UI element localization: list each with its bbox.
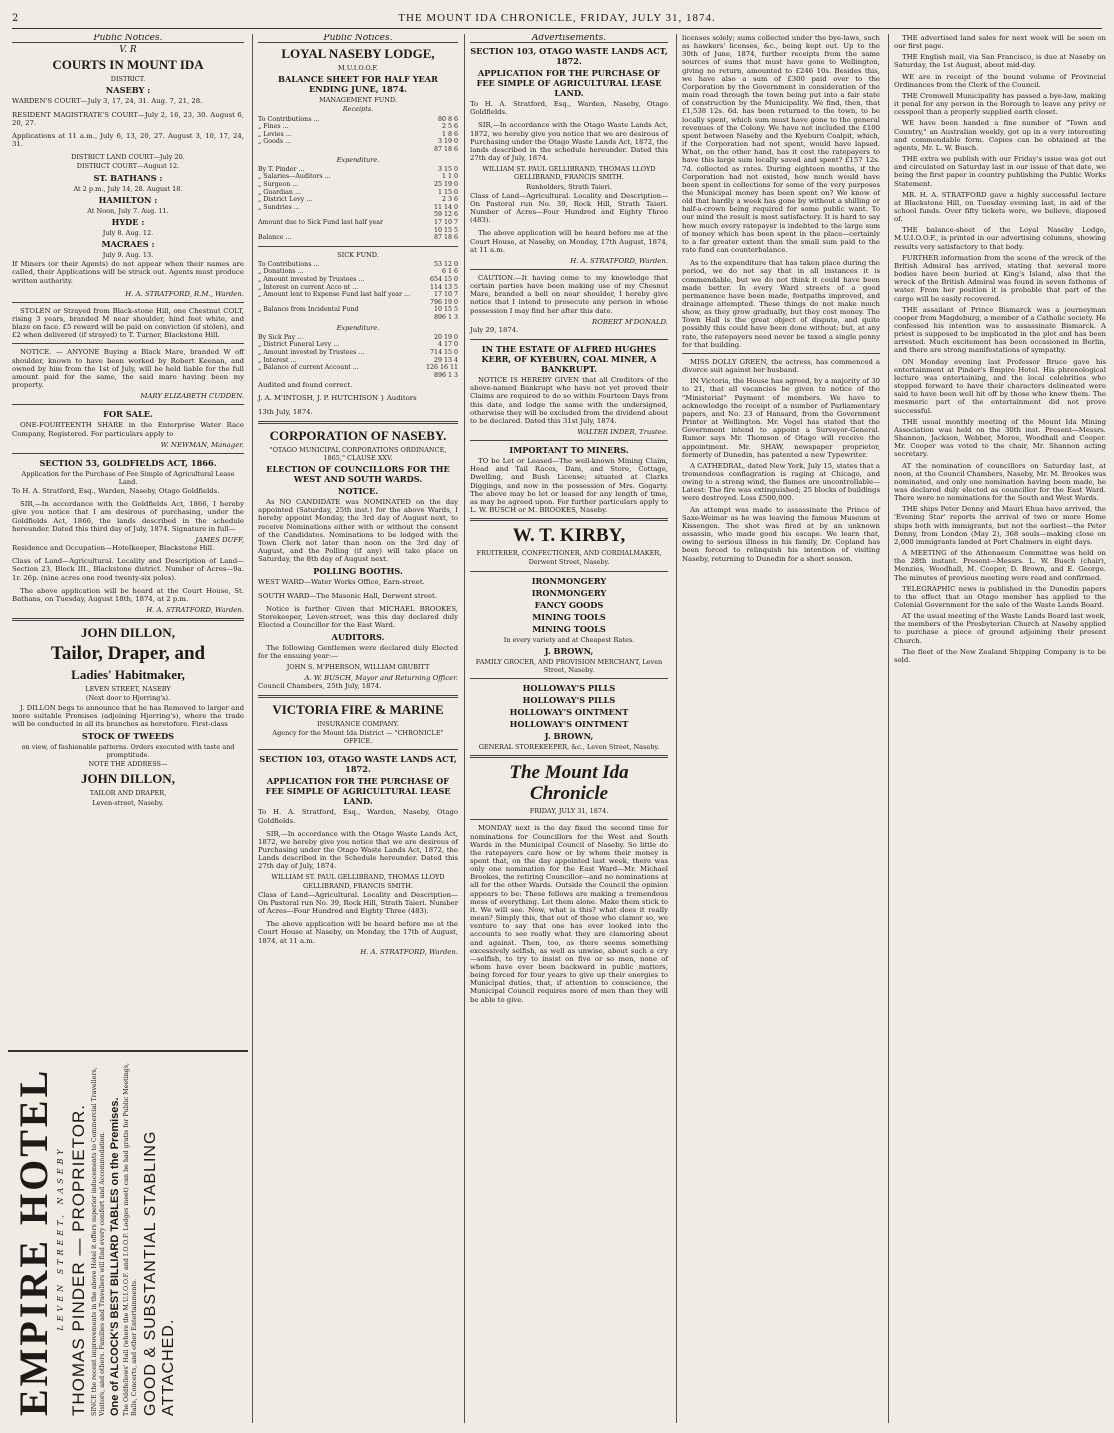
ledger-item: „ District Funeral Levy ... <box>258 341 340 349</box>
cromwell: THE Cromwell Municipality has passed a bye-law, making it penal for any person in the Borough to leave any privy or cesspool than a properly supplied earth closet. <box>894 91 1106 117</box>
column-divider <box>676 34 677 1423</box>
masthead <box>12 8 1102 29</box>
ledger-row <box>258 372 458 380</box>
goldfields-residence: Residence and Occupation—Hotelkeeper, Blackstone Hill. <box>12 544 215 553</box>
ledger-row <box>258 138 458 146</box>
dillon-note: NOTE THE ADDRESS— <box>88 760 168 769</box>
audited-date: 13th July, 1874. <box>258 407 313 416</box>
macraes-heading: MACRAES : <box>101 239 155 250</box>
ledger-amount: 53 12 0 <box>433 260 458 268</box>
ledger-row <box>258 299 458 307</box>
goldfields-name: JAMES DUFF, <box>195 535 244 544</box>
ledger-row <box>258 181 458 189</box>
district-court: DISTRICT COURT—August 12. <box>76 162 180 171</box>
chronicle-date: FRIDAY, JULY 31, 1874. <box>529 807 609 816</box>
ledger-row <box>258 291 458 299</box>
ledger-item: „ Salaries—Auditors ... <box>258 173 331 181</box>
column-4 <box>678 34 884 1423</box>
waste-body: SIR,—In accordance with the Otago Waste Lands Act, 1872, we hereby give you notice that we are desirous of Purchasing under the Otago Waste Lands Act, 1872, the lands described in the schedule hereunder. Dated this 27th day of July, 1874. <box>470 121 668 163</box>
ledger-item: „ Amount lent to Expense Fund last half year ... <box>258 291 411 299</box>
section-title: Public Notices. <box>258 34 458 43</box>
waste-title: SECTION 103, OTAGO WASTE LANDS ACT, 1872. <box>470 46 668 67</box>
ledger-amount: 3 19 0 <box>437 138 458 146</box>
estate-title: IN THE ESTATE OF ALFRED HUGHES KERR, OF KYEBURN, COAL MINER, A BANKRUPT. <box>481 344 657 375</box>
corp-body: As NO CANDIDATE was NOMINATED on the day appointed (Saturday, 25th inst.) for the above Wards, I hereby appoint Monday, the 3rd day of August next, to receive Nominations either with or without the consent of the Candidates. Nominations to be lodged with the Town Clerk not later than noon on the 3rd day of August, and the Polling (if any) will take place on Saturday, the 8th day of August next. <box>258 498 458 564</box>
expenditure-ledger <box>258 166 458 242</box>
chronicle-title: The Mount Ida Chronicle <box>509 762 629 805</box>
waste-names: WILLIAM ST. PAUL GELLIBRAND, THOMAS LLOYD GELLIBRAND, FRANCIS SMITH. <box>271 873 445 890</box>
ledger-amount: 1 15 0 <box>437 188 458 196</box>
extra: THE extra we publish with our Friday's issue was got out and circulated on Saturday last in our issue of that date, we being the first paper in country publishing the Public Works Statement. <box>894 155 1106 188</box>
empire-hotel-title: EMPIRE HOTEL <box>11 1067 56 1416</box>
licenses-text: licenses solely; sums collected under the bye-laws, such as hawkers' licenses, &c., being kept out. Up to the 30th of June, 1874, further receipts from the same sources of sums that must have gone to Wellington, giving no return, amounted to £246 10s. Besides this, we have also a sum of £300 paid over to the Corporation by the Government in consideration of the main road through the town being put into a fair state of construction by the Municipality. We find, then, that £1,538 12s. 6d. has been returned to the town, to be locally spent, which sum must have gone to the general revenues of the Colony. We have not included the £100 spent between Naseby and the Kyeburn Coalpit, which, if the Corporation had not spent, would have lapsed. What, on the other hand, has it cost the ratepayers to have this large sum locally saved and spent? £157 12s. 7d. collected as rates. During eighteen months, if the Corporation had not existed, how much would have been spent in collections for some of the very purposes the Municipal money has been spent on? We know of old that hardly a week has gone by without a shilling or half-a-crown being required for some public want. To our mind the result is most satisfactory. It is hard to say how much every ratepayer is indebted to the large sum of money which has been spent in the place—certainly to a far greater extent than the small sum paid to the rate fund can counterbalance. <box>682 34 880 255</box>
brown-name-2: J. BROWN, <box>544 731 594 742</box>
ledger-row <box>258 166 458 174</box>
ledger-row <box>258 189 458 197</box>
district-land-court: DISTRICT LAND COURT—July 20. <box>71 153 185 162</box>
ledger-item: „ Fines ... <box>258 123 289 131</box>
ledger-amount: 59 12 6 <box>433 211 458 219</box>
waste-sign: H. A. STRATFORD, Warden. <box>360 947 458 956</box>
column-divider <box>464 34 465 1423</box>
empire-oddfellows: The Oddfellows' Hall (where the M.U.I.O.O.F. and I.O.O.F. Lodges meet) can be had gratis for Public Meetings, Balls, Concerts, and other Entertainments. <box>123 1062 138 1416</box>
hamilton-dates: At Noon, July 7. Aug. 11. <box>87 206 169 215</box>
monday-evening: ON Monday evening last Professor Bruce gave his entertainment at Pinder's Empire Hotel. His phrenological lecture was entertaining, and the local celebrities who stepped forward to have their characters delineated were said to have been well hit off by those who knew them. The mesmeric part of the entertainment did not prove successful. <box>894 357 1106 415</box>
auditors: J. A. M'INTOSH, J. P. HUTCHISON } Auditors <box>258 394 417 403</box>
dolly-green: MISS DOLLY GREEN, the actress, has commenced a divorce suit against her husband. <box>682 357 880 375</box>
waste-body: SIR,—In accordance with the Otago Waste Lands Act, 1872, we hereby give you notice that we are desirous of Purchasing under the Otago Waste Lands Act, 1872, the Lands described in the Schedule hereunder. Dated this 27th day of July, 1874. <box>258 829 458 871</box>
ledger-amount: 114 13 5 <box>429 283 458 291</box>
resident-magistrate: RESIDENT MAGISTRATE'S COURT—July 2, 16, 23, 30. August 6, 20, 27. <box>12 110 244 127</box>
ledger-row <box>258 364 458 372</box>
telegrams: IN Victoria, the House has agreed, by a majority of 30 to 21, that all vacancies be given to notice of the "Ministerial" Payment of members. We have to acknowledge the receipt of a number of Parliamentary papers, and No. 23 of Hansard, from the Government Printer at Wellington. Mr. Vogel has stated that the Government intend to appoint a Surveyor-General. Rumor says Mr. Thomson of Otago will receive the appointment. Mr. SHAW, newspaper proprietor, formerly of Dunedin, has patented a new Typewriter. <box>682 377 880 459</box>
ledger-item: „ Amount invested by Trustees ... <box>258 276 365 284</box>
empire-hotel-ad <box>8 1050 248 1424</box>
ledger-row <box>258 227 458 235</box>
lodge-sub: M.U.I.O.O.F. <box>338 64 378 73</box>
goldfields-app: Application for the Purchase of Fee Simple of Agricultural Lease Land. <box>21 469 235 486</box>
ironmongery-2: IRONMONGERY <box>531 587 607 598</box>
goldfields-sign: H. A. STRATFORD, Warden. <box>146 606 244 615</box>
dillon-tailor: TAILOR AND DRAPER, <box>89 789 167 798</box>
ledger-amount: 896 1 3 <box>433 371 458 379</box>
ledger-row <box>258 123 458 131</box>
receipts-heading: Receipts. <box>342 105 374 114</box>
ledger-amount: 896 1 3 <box>433 314 458 321</box>
waste-names: WILLIAM ST. PAUL GELLIBRAND, THOMAS LLOYD GELLIBRAND, FRANCIS SMITH. <box>482 165 656 182</box>
victoria-sub: INSURANCE COMPANY. <box>317 719 399 728</box>
ledger-amount: 10 15 5 <box>433 226 458 234</box>
ledger-amount: 796 19 0 <box>429 298 458 306</box>
ledger-item: „ Donations ... <box>258 268 304 276</box>
ledger-item: „ Balance of current Account ... <box>258 364 359 372</box>
audited: Audited and found correct. <box>258 381 353 390</box>
ledger-amount: 126 16 11 <box>425 364 458 372</box>
ledger-row <box>258 219 458 227</box>
ledger-row <box>258 284 458 292</box>
auditor-names: JOHN S. M'PHERSON, WILLIAM GRUBITT <box>286 663 430 672</box>
loyal-naseby: THE balance-sheet of the Loyal Naseby Lodge, M.U.I.O.O.F., is printed in our advertising columns, showing results very satisfactory to that body. <box>894 226 1106 251</box>
cudden-sign: MARY ELIZABETH CUDDEN. <box>140 392 244 401</box>
english-mail: THE English mail, via San Francisco, is due at Naseby on Saturday, the 1st August, about mid-day. <box>894 53 1106 70</box>
dillon-stock: STOCK OF TWEEDS <box>81 730 175 741</box>
ledger-amount: 87 18 6 <box>433 234 458 242</box>
mayor-sign: A. W. BUSCH, Mayor and Returning Officer. <box>304 673 458 682</box>
auditors-heading: AUDITORS. <box>331 632 385 643</box>
stratford-lecture: MR. H. A. STRATFORD gave a highly successful lecture at Blackstone Hill, on Tuesday evening last, in aid of the school funds. Over fifty tickets were, we believe, disposed of. <box>894 190 1106 224</box>
empire-body: SINCE the recent improvements in the above Hotel it offers superior inducements to Commercial Travellers, Visitors, and others. Families and Travellers will find every comfort and Accommodation. <box>91 1067 106 1416</box>
handed: WE have been handed a fine number of "Town and Country," an Australian weekly, got up in a very interesting and commendable form. Copies can be obtained at the agents, Mr. L. W. Busch. <box>894 119 1106 152</box>
goldfields-section: SECTION 53, GOLDFIELDS ACT, 1866. <box>39 457 217 468</box>
sick-fund: SICK FUND. <box>337 250 379 259</box>
column-1 <box>8 34 248 1041</box>
estate-sign: WALTER INDER, Trustee. <box>577 428 668 436</box>
empire-proprietor: THOMAS PINDER — PROPRIETOR. <box>69 1104 88 1416</box>
naseby-heading: NASEBY : <box>105 85 151 96</box>
goldfields-class: Class of Land—Agricultural. Locality and Description of Land—Section 23, Block III., Blackstone district. Number of Acres—9a. 1r. 26p. (nine acres one rood twenty-six poles). <box>12 557 244 582</box>
nominations: AT the nomination of councillors on Saturday last, at noon, at the Council Chambers, Naseby, Mr. M. Brookes was nominated, and only one nomination having been made, he was declared duly elected as councillor for the East Ward. There were no nominations for the South and West Wards. <box>894 461 1107 503</box>
athenaeum: A MEETING of the Athenaeum Committee was held on the 28th instant. Present—Messrs. L. W. Busch (chair), Menzies, Woodhall, M. Cooper, D. Brown, and E. George. The minutes of previous meeting were read and confirmed. <box>894 549 1106 582</box>
hamilton-heading: HAMILTON : <box>98 194 158 205</box>
for-sale-sign: W. NEWMAN, Manager. <box>160 440 244 449</box>
courts-note: If Miners (or their Agents) do not appear when their names are called, their Applications will be struck out. Agents must produce written authority. <box>12 260 244 285</box>
ledger-amount: 17 10 7 <box>433 218 458 226</box>
usual-monthly: THE usual monthly meeting of the Mount Ida Mining Association was held on the 30th inst. Present—Messrs. Shannon, Jackson, Webber, Moree, Woodhall and Cooper. Mr. Cooper was voted to the chair, Mr. Shannon acting secretary. <box>894 417 1106 459</box>
corp-title: CORPORATION OF NASEBY. <box>269 427 447 443</box>
section-title: Advertisements. <box>470 34 668 43</box>
bismarck: THE assailant of Prince Bismarck was a journeyman cooper from Magdeburg, a member of a Catholic society. He confessed his intention was to assassinate Bismarck. A priest is supposed to be implicated in the plot and has been arrested. Much excitement has been occasioned in Berlin, and there are strong manifestations of sympathy. <box>894 305 1106 355</box>
goldfields-to: To H. A. Stratford, Esq., Warden, Naseby, Otago Goldfields. <box>12 487 220 496</box>
ledger-amount: 3 15 0 <box>437 165 458 173</box>
ironmongery-1: IRONMONGERY <box>531 575 607 586</box>
ledger-amount: 87 18 6 <box>433 146 458 153</box>
st-bathans-dates: At 2 p.m., July 14, 28. August 18. <box>73 184 183 193</box>
masthead-title: THE MOUNT IDA CHRONICLE, FRIDAY, JULY 31, 1874. <box>398 12 716 24</box>
ledger-amount: 2 5 6 <box>441 123 458 131</box>
holloway-2: HOLLOWAY'S PILLS <box>522 695 616 706</box>
column-3 <box>466 34 672 1423</box>
ledger-amount: 29 13 4 <box>433 356 458 364</box>
corp-notice: NOTICE. <box>337 486 379 497</box>
page-number: 2 <box>12 12 20 24</box>
mining-tools-1: MINING TOOLS <box>532 611 606 622</box>
cudden-notice: NOTICE. — ANYONE Buying a Black Mare, branded W off shoulder, known to have been worked by Robert Keenan, and owned by him from the 1st of July, will be held liable for the full amount paid for the same, the said mare having been my property. <box>12 348 244 390</box>
waste-residence: Runholders, Strath Taieri. <box>526 182 612 191</box>
ledger-amount: 4 17 0 <box>437 341 458 349</box>
waste-heard: The above application will be heard before me at the Court House, at Naseby, on Monday, 17th August, 1874, at 11 a.m. <box>470 229 668 254</box>
balance-title: BALANCE SHEET FOR HALF YEAR ENDING JUNE, 1874. <box>278 74 438 95</box>
ledger-item: By T. Pinder ... <box>258 165 305 173</box>
holloway-1: HOLLOWAY'S PILLS <box>522 683 616 694</box>
waste-app: APPLICATION FOR THE PURCHASE OF FEE SIMPLE OF AGRICULTURAL LEASE LAND. <box>476 68 662 99</box>
holloway-3: HOLLOWAY'S OINTMENT <box>509 707 629 718</box>
ledger-item: „ Interest on current Acco nt ... <box>258 283 359 291</box>
holloway-4: HOLLOWAY'S OINTMENT <box>509 719 629 730</box>
stolen-notice: STOLEN or Strayed from Black-stone Hill, one Chestnut COLT, rising 3 years, branded M near shoulder, hind feet white, and blaze on face. £5 reward will be paid on conviction (if stolen), and £2 when delivered (if strayed) to T. Turner, Blackstone Hill. <box>12 306 244 340</box>
ledger-row <box>258 334 458 342</box>
mgmt-fund: MANAGEMENT FUND. <box>319 96 397 105</box>
fancy-goods: FANCY GOODS <box>534 599 604 610</box>
cathedral: A CATHEDRAL, dated New York, July 15, states that a tremendous conflagration is raging at Chicago, and owing to a strong wind, the flames are uncontrollable—Latest: The fire was extinguished; 25 blocks of buildings were destroyed. Loss £500,000. <box>682 461 880 503</box>
ledger-row <box>258 261 458 269</box>
variety: In every variety and at Cheapest Rates. <box>503 635 635 644</box>
sick-expend-ledger <box>258 334 458 380</box>
dillon-name2: JOHN DILLON, <box>81 771 175 787</box>
ledger-item: „ Goods ... <box>258 138 292 146</box>
hyde-heading: HYDE : <box>111 216 145 227</box>
kirby-trade: FRUITERER, CONFECTIONER, AND CORDIALMAKER, <box>476 549 662 558</box>
courts-district: DISTRICT. <box>110 75 146 84</box>
for-sale-heading: FOR SALE. <box>103 409 153 420</box>
ledger-item: „ District Levy ... <box>258 196 313 204</box>
ledger-row <box>258 204 458 212</box>
miners-heading: IMPORTANT TO MINERS. <box>509 445 629 456</box>
mining-tools-2: MINING TOOLS <box>532 623 606 634</box>
ledger-row <box>258 173 458 181</box>
ledger-amount: 80 8 6 <box>437 115 458 123</box>
ledger-amount: 714 15 0 <box>429 348 458 356</box>
dillon-trade: Tailor, Draper, and <box>50 643 206 665</box>
brookes-notice: Notice is further Given that MICHAEL BROOKES, Storekeeper, Leven-street, was this day declared duly Elected a Councillor for the East Ward. <box>258 604 458 629</box>
family-grocer: FAMILY GROCER, AND PROVISION MERCHANT, Leven Street, Naseby. <box>475 657 663 674</box>
ledger-row <box>258 314 458 322</box>
hyde-dates: July 8. Aug. 12. <box>102 228 154 237</box>
ledger-row <box>258 146 458 154</box>
dillon-next: (Next door to Hjorring's). <box>85 694 171 703</box>
macraes-dates: July 9. Aug. 13. <box>102 251 154 260</box>
waste-class: Class of Land—Agricultural. Locality and Description—On Pastoral run No. 39, Rock Hill, Strath Taieri. Number of Acres—Four Hundred and Eighty Three (483). <box>258 890 458 916</box>
brown-name: J. BROWN, <box>544 645 594 656</box>
waste-board: AT the usual meeting of the Waste Lands Board last week, the members of the Presbyterian Church at Naseby applied to purchase a piece of ground adjoining their present Church. <box>894 612 1106 645</box>
dillon-name: JOHN DILLON, <box>81 625 175 641</box>
ledger-amount: 25 19 0 <box>433 180 458 188</box>
corp-election: ELECTION OF COUNCILLORS FOR THE WEST AND SOUTH WARDS. <box>266 464 450 485</box>
kirby-title: W. T. KIRBY, <box>512 525 626 547</box>
victoria-title: VICTORIA FIRE & MARINE <box>272 701 444 717</box>
ledger-item: To Contributions ... <box>258 115 320 123</box>
caution-date: July 29, 1874. <box>470 325 519 334</box>
royal-flourish: V. R <box>119 45 137 56</box>
ledger-item: „ Surgeon ... <box>258 180 299 188</box>
caution-notice: CAUTION.—It having come to my knowledge that certain parties have been making use of my Chesnut Mare, branded a bell on near shoulder, I hereby give notice that I intend to prosecute any person in whose possession I may find her after this date. <box>470 273 668 315</box>
column-2 <box>254 34 462 1423</box>
council-date: Council Chambers, 25th July, 1874. <box>258 681 382 690</box>
ledger-row <box>258 306 458 314</box>
ledger-item: „ Sundries ... <box>258 203 300 211</box>
waste-to: To H. A. Stratford, Esq., Warden, Naseby, Otago Goldfields. <box>258 808 458 825</box>
telegram-news: TELEGRAPHIC news is published in the Dunedin papers to the effect that an Otago member has applied to the Colonial Government for the sale of the Waste Lands Board. <box>894 584 1106 609</box>
ledger-item: „ Amount invested by Trustees ... <box>258 348 365 356</box>
polling-booths: POLLING BOOTHS. <box>313 566 403 577</box>
goldfields-heard: The above application will be heard at the Court House, St. Bathans, on Tuesday, August 18th, 1874, at 2 p.m. <box>12 586 244 603</box>
ledger-row <box>258 116 458 124</box>
column-divider <box>252 34 253 1423</box>
dillon-body: J. DILLON begs to announce that he has Removed to larger and more suitable Premises (adjoining Hjorring's), where the trade will be conducted in all its branches as heretofore. First-class <box>12 703 244 728</box>
attempt: An attempt was made to assassinate the Prince of Saxe-Weimar as he was leaving the famous Museum at Kissengen. The shot was fired at by an unknown assassin, who made good his escape. We learn that, owing to serious illness in his family, Dr. Copland has been forced to relinquish his intention of visiting Naseby, returning to Dunedin for a short season. <box>682 505 880 563</box>
ledger-row <box>258 276 458 284</box>
advertised: THE advertised land sales for next week will be seen on our first page. <box>894 34 1106 51</box>
ledger-row <box>258 211 458 219</box>
ledger-item: „ Interest ... <box>258 356 297 364</box>
courts-title: COURTS IN MOUNT IDA <box>52 57 204 73</box>
for-sale-body: ONE-FOURTEENTH SHARE in the Enterprise Water Race Company, Registered. For particulars apply to <box>12 421 244 438</box>
dillon-leven: Leven-street, Naseby. <box>92 798 164 807</box>
ledger-amount: 17 10 7 <box>433 291 458 299</box>
ledger-row <box>258 341 458 349</box>
waste-class: Class of Land—Agricultural. Locality and Description—On Pastoral run No. 39, Rock Hill, Strath Taieri. Number of Acres—Four Hundred and Eighty Three (483). <box>470 191 668 225</box>
ledger-item: To Contributions ... <box>258 260 320 268</box>
corp-ordinance: "OTAGO MUNICIPAL CORPORATIONS ORDINANCE, 1865," CLAUSE XXV. <box>269 445 447 462</box>
column-5 <box>890 34 1110 1423</box>
ledger-item: „ Levies ... <box>258 130 292 138</box>
general-store: GENERAL STOREKEEPER, &c., Leven Street, Naseby. <box>478 743 660 752</box>
dillon-stock2: on view, of fashionable patterns. Orders executed with taste and promptitude. <box>21 742 235 760</box>
ledger-row <box>258 357 458 365</box>
empire-billiard: One of ALCOCK'S BEST BILLIARD TABLES on the Premises. <box>109 1097 122 1416</box>
south-ward: SOUTH WARD—The Masonic Hall, Derwent street. <box>258 591 438 600</box>
expenditure-heading: Expenditure. <box>336 155 380 164</box>
waste-app: APPLICATION FOR THE PURCHASE OF FEE SIMPLE OF AGRICULTURAL LEASE LAND. <box>265 776 451 807</box>
editorial: MONDAY next is the day fixed the second time for nominations for Councillors for the West and South Wards in the Municipal Council of Naseby. So little do the ratepayers care how or by whom their money is spent that, on the day appointed last week, there was only one nomination for the East Ward—Mr. Michael Brookes, the retiring Councillor—and no nominations at all for the other Wards. Outside the Council the opinion appears to be: These fellows are making a tremendous mess of everything. Let them alone. Make them stick to it. We will see. Now, what is this? what does it really mean? Simply this, that out of those who clamor so, we venture to say that one has ever looked into the accounts to see really what they are clamoring about and against. Then, too, as there seems something excessively selfish, as well as unwise, about such a cry—selfish, to try to insist on five or so men, none of whom have ever been backward in public matters, being forced for four years to give up their energies to Municipal duties, that, if attention to conscience, the Municipal Council requires more of men than they will be able to give. <box>470 824 668 1004</box>
applications: Applications at 11 a.m., July 6, 13, 20, 27. August 3, 10, 17, 24, 31. <box>12 131 244 149</box>
empire-street: LEVEN STREET, NASEBY <box>56 1145 65 1331</box>
waste-lands-title: SECTION 103, OTAGO WASTE LANDS ACT, 1872. <box>259 754 457 775</box>
dillon-street: LEVEN STREET, NASEBY <box>85 685 171 694</box>
ledger-item: Balance ... <box>258 234 292 242</box>
ships: THE ships Peter Denny and Mauri Ehua have arrived, the 'Evening Star' reports the arrival of two or more Home ships both with immigrants, but not the earliest—the Peter Denny, from London (May 2), 368 souls—making close on 2,000 immigrants landed at Port Chalmers in eight days. <box>894 505 1106 546</box>
lodge-title: LOYAL NASEBY LODGE, <box>281 46 435 62</box>
ledger-item: „ Balance from Incidental Fund <box>258 306 359 314</box>
ledger-amount: 654 15 0 <box>429 276 458 284</box>
ledger-item: Amount due to Sick Fund last half year <box>258 218 384 226</box>
estate-body: NOTICE IS HEREBY GIVEN that all Creditors of the above-named Bankrupt who have not yet proved their Claims are required to do so within Fourteen Days from this date, and lodge the same with the undersigned, otherwise they will be excluded from the dividend about to be declared. Dated this 31st July, 1874. <box>470 376 668 425</box>
caution-sign: ROBERT M'DONALD. <box>592 317 668 326</box>
west-ward: WEST WARD—Water Works Office, Earn-street. <box>258 578 425 587</box>
ledger-item: By Sick Pay ... <box>258 333 304 341</box>
ledger-amount: 2 3 6 <box>441 196 458 204</box>
wardens-court: WARDEN'S COURT—July 3, 17, 24, 31. Aug. 7, 21, 28. <box>12 97 203 106</box>
sick-expend-heading: Expenditure. <box>336 323 380 332</box>
ledger-amount: 11 14 0 <box>433 203 458 211</box>
receipts-ledger <box>258 116 458 154</box>
ledger-row <box>258 268 458 276</box>
ledger-row <box>258 131 458 139</box>
waste-to: To H. A. Stratford, Esq., Warden, Naseby, Otago Goldfields. <box>470 100 668 117</box>
ledger-item: „ Guardian ... <box>258 188 301 196</box>
st-bathans-heading: ST. BATHANS : <box>93 172 163 183</box>
kirby-street: Derwent Street, Naseby. <box>528 558 610 567</box>
ledger-row <box>258 349 458 357</box>
victoria-agency: Agency for the Mount Ida District — "CHRONICLE" OFFICE. <box>272 729 444 746</box>
ledger-amount: 6 1 6 <box>441 268 458 276</box>
column-divider <box>888 34 889 1423</box>
waste-heard: The above application will be heard before me at the Court House at Naseby, on Monday, the 17th of August, 1874, at 11 a.m. <box>258 920 458 945</box>
fleet: The fleet of the New Zealand Shipping Company is to be sold. <box>894 647 1106 664</box>
ledger-amount: 20 19 0 <box>433 333 458 341</box>
ledger-row <box>258 196 458 204</box>
ledger-amount: 1 1 0 <box>441 173 458 181</box>
auditors-body: The following Gentlemen were declared duly Elected for the ensuing year:— <box>258 644 458 661</box>
ledger-amount: 1 8 6 <box>441 130 458 138</box>
ledger-amount: 10 15 5 <box>433 306 458 314</box>
dillon-trade2: Ladies' Habitmaker, <box>71 667 185 683</box>
surplus-text: As to the expenditure that has taken place during the period, we do not say that in all instances it is commendable, but we do not think it could have been made better. In every Ward streets of a good permanence have been made, footpaths improved, and drainage attempted. These things do not make much show, as they grow gradually, but they cost money. The Town Hall is the great object of dispute, and quite possibly this could have been done without; but, at any rate, the ratepayers need never be taxed a single penny for that building. <box>682 259 880 349</box>
further-info: FURTHER information from the scene of the wreck of the British Admiral has arrived, stating that several more bodies have been buried at King's Island, also that the wreck of the British Admiral was found in seven fathoms of water. From her position it is probable that part of the cargo will be easily recovered. <box>894 253 1106 303</box>
sick-fund-ledger <box>258 261 458 322</box>
ledger-row <box>258 234 458 242</box>
empire-stabling: GOOD & SUBSTANTIAL STABLING ATTACHED. <box>142 1130 178 1416</box>
goldfields-body: SIR,—In accordance with the Goldfields Act, 1866, I hereby give you notice that I am desirous of purchasing, under the Goldfields Act, 1866, the lands described in the schedule hereunder. Dated this third day of July, 1874. Signature in full— <box>12 500 244 533</box>
waste-sign: H. A. STRATFORD, Warden. <box>570 256 668 265</box>
miners-body: TO be Let or Leased—The well-known Mining Claim, Head and Tail Races, Dam, and Store, Cottage, Dwelling, and Bush License; situated at Clarks Diggings, and now in the possession of Mrs. Gogarty. The above may be let or leased for any length of time, as may be agreed upon. For further particulars apply to L. W. BUSCH or M. BROOKES, Naseby. <box>470 457 668 515</box>
courts-sign: H. A. STRATFORD, R.M., Warden. <box>125 289 244 298</box>
section-title: Public Notices. <box>12 34 244 43</box>
volume: WE are in receipt of the bound volume of Provincial Ordinances from the Clerk of the Council. <box>894 72 1106 89</box>
